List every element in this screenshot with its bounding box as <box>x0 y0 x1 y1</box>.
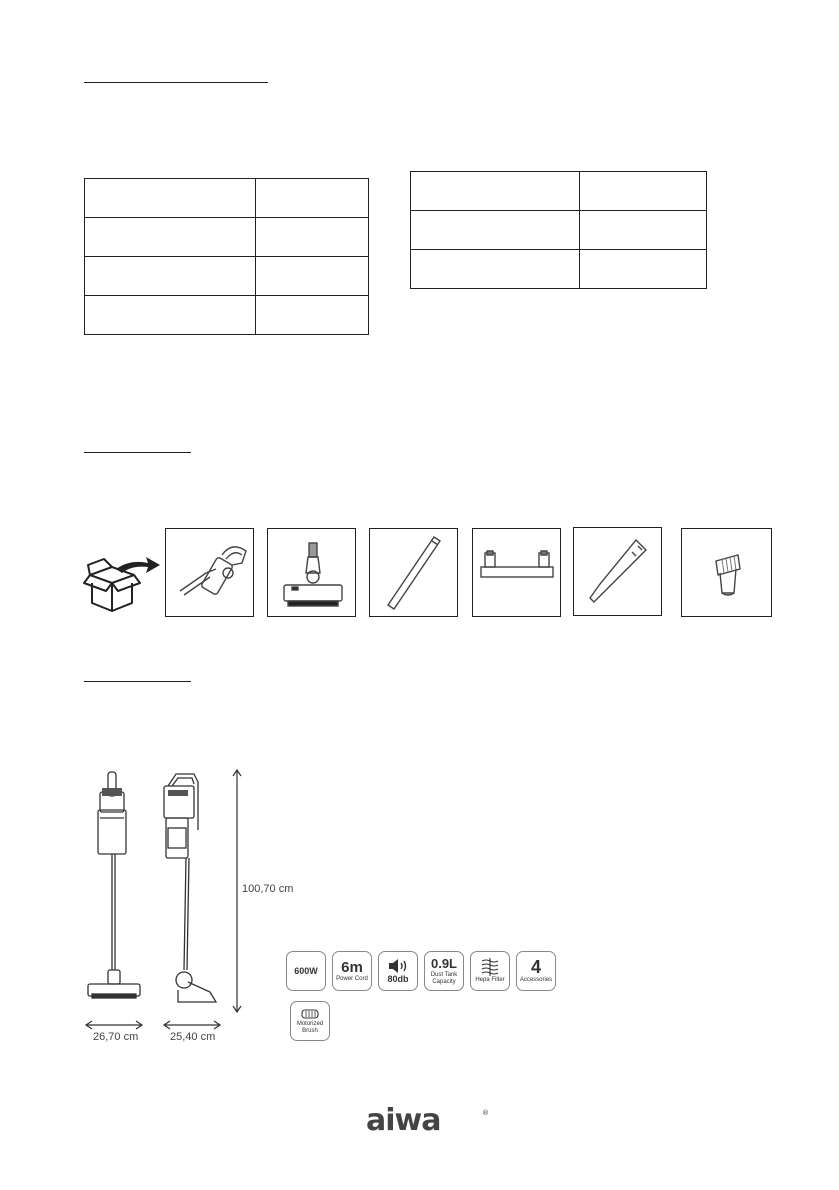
table-row <box>411 211 707 250</box>
accessory-extension-tube <box>369 528 458 617</box>
table-row <box>85 296 369 335</box>
badge-power: 600W <box>286 951 326 991</box>
hepa-filter-icon <box>479 958 501 976</box>
table-row <box>411 172 707 211</box>
vacuum-front-view <box>82 770 148 1010</box>
table-row <box>85 179 369 218</box>
badge-dust-tank: 0.9L Dust Tank Capacity <box>424 951 464 991</box>
svg-text:®: ® <box>482 1109 489 1117</box>
speaker-icon <box>387 958 409 974</box>
badge-hepa-filter: Hepa Filter <box>470 951 510 991</box>
table-row <box>411 250 707 289</box>
table-row <box>85 257 369 296</box>
badge-accessories: 4 Accessories <box>516 951 556 991</box>
section-1-title-underline <box>84 82 268 83</box>
svg-text:aiwa: aiwa <box>366 1106 441 1134</box>
badge-noise: 80db <box>378 951 418 991</box>
spec-table-left <box>84 178 369 335</box>
open-box-icon <box>82 553 162 613</box>
badge-power-cord: 6m Power Cord <box>332 951 372 991</box>
section-3-title-underline <box>84 681 191 682</box>
accessory-wall-mount <box>472 528 561 617</box>
accessory-handheld-unit <box>165 528 254 617</box>
motorized-brush-icon <box>300 1008 320 1020</box>
aiwa-logo <box>366 1106 490 1134</box>
section-2-title-underline <box>84 452 191 453</box>
width-front-dimension-label: 26,70 cm <box>93 1031 139 1043</box>
arrow-icon <box>116 557 160 573</box>
width-side-dimension-line <box>162 1019 222 1031</box>
width-side-dimension-label: 25,40 cm <box>170 1031 216 1043</box>
accessory-floor-brush <box>267 528 356 617</box>
width-front-dimension-line <box>84 1019 144 1031</box>
accessory-dust-brush <box>681 528 772 617</box>
accessory-crevice-tool <box>573 527 662 616</box>
badge-motorized-brush: Motorized Brush <box>290 1001 330 1041</box>
vacuum-side-view <box>158 770 224 1010</box>
table-row <box>85 218 369 257</box>
height-dimension-label: 100,70 cm <box>242 883 294 895</box>
spec-table-right <box>410 171 707 289</box>
